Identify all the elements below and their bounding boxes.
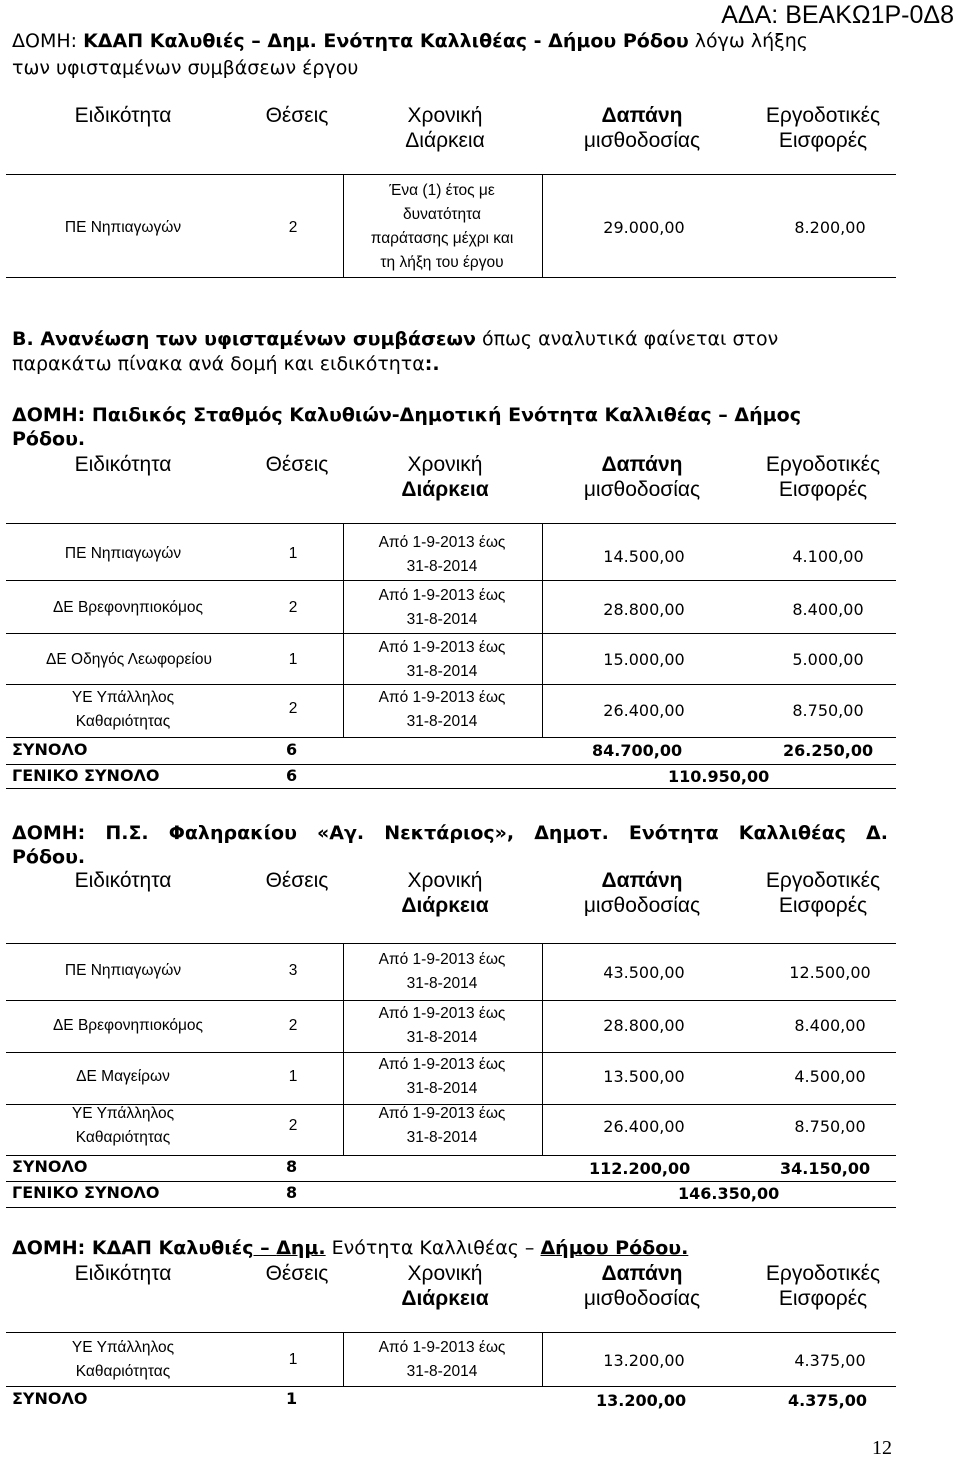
total-cost: 112.200,00	[589, 1159, 691, 1178]
cost-cell: 13.500,00	[603, 1067, 685, 1086]
table-line	[542, 1333, 543, 1386]
section-1-title: ΔΟΜΗ: Παιδικός Σταθμός Καλυθιών-Δημοτική Ενότητα Καλλιθέας – Δήμος	[12, 404, 801, 426]
specialty-cell: ΥΕ Υπάλληλος Καθαριότητας	[71, 1105, 175, 1146]
table-line	[6, 1332, 896, 1333]
specialty-cell: ΥΕ Υπάλληλος Καθαριότητας	[71, 1339, 175, 1380]
positions-cell: 1	[288, 1068, 298, 1085]
contrib-cell: 4.100,00	[792, 547, 864, 566]
total-cost: 84.700,00	[592, 741, 683, 760]
header-duration: Χρονική Διάρκεια	[401, 869, 489, 917]
duration-cell: Από 1-9-2013 έως 31-8-2014	[378, 1105, 506, 1146]
contrib-cell: 5.000,00	[792, 650, 864, 669]
header-positions: Θέσεις	[265, 104, 329, 127]
positions-cell: 3	[288, 962, 298, 979]
page-number: 12	[872, 1437, 892, 1459]
header-contrib: Εργοδοτικές Εισφορές	[765, 104, 881, 152]
header-duration: Χρονική Διάρκεια	[401, 453, 489, 501]
table-line	[542, 944, 543, 1155]
cost-cell: 43.500,00	[603, 963, 685, 982]
specialty-cell: ΠΕ Νηπιαγωγών	[64, 219, 182, 236]
header-cost: Δαπάνη μισθοδοσίας	[583, 1262, 701, 1310]
positions-cell: 1	[288, 651, 298, 668]
contrib-cell: 12.500,00	[789, 963, 871, 982]
total-cost: 13.200,00	[596, 1391, 687, 1410]
header-positions: Θέσεις	[265, 869, 329, 892]
header-specialty: Ειδικότητα	[74, 453, 172, 476]
positions-cell: 1	[288, 545, 298, 562]
specialty-cell: ΠΕ Νηπιαγωγών	[64, 545, 182, 562]
header-cost: Δαπάνη μισθοδοσίας	[583, 104, 701, 152]
total-positions: 1	[286, 1389, 298, 1408]
grand-total-amount: 110.950,00	[668, 767, 770, 786]
total-label: ΣΥΝΟΛΟ	[12, 1157, 88, 1176]
specialty-cell: ΔΕ Βρεφονηπιοκόμος	[52, 1017, 204, 1034]
duration-cell: Από 1-9-2013 έως 31-8-2014	[378, 1005, 506, 1046]
positions-cell: 2	[288, 700, 298, 717]
grand-total-positions: 8	[286, 1183, 298, 1202]
cost-cell: 28.800,00	[603, 600, 685, 619]
table-line	[6, 633, 896, 634]
cost-cell: 26.400,00	[603, 701, 685, 720]
contrib-cell: 8.750,00	[794, 1117, 866, 1136]
table-line	[6, 737, 896, 738]
grand-total-positions: 6	[286, 766, 298, 785]
ada-code: ΑΔΑ: ΒΕΑΚΩ1Ρ-0Δ8	[721, 1, 954, 29]
cost-cell: 26.400,00	[603, 1117, 685, 1136]
header-positions: Θέσεις	[265, 1262, 329, 1285]
table-line	[6, 943, 896, 944]
table-line	[542, 175, 543, 277]
section-b-intro: Β. Ανανέωση των υφισταμένων συμβάσεων όπως αναλυτικά φαίνεται στον	[12, 328, 779, 350]
header-cost: Δαπάνη μισθοδοσίας	[583, 869, 701, 917]
cost-cell: 13.200,00	[603, 1351, 685, 1370]
grand-total-label: ΓΕΝΙΚΟ ΣΥΝΟΛΟ	[12, 1183, 160, 1202]
total-label: ΣΥΝΟΛΟ	[12, 1389, 88, 1408]
table-line	[6, 788, 896, 789]
cost-cell: 28.800,00	[603, 1016, 685, 1035]
table-line	[6, 684, 896, 685]
header-specialty: Ειδικότητα	[74, 869, 172, 892]
table-line	[6, 580, 896, 581]
contrib-cell: 8.200,00	[794, 218, 866, 237]
cost-cell: 14.500,00	[603, 547, 685, 566]
duration-cell: Από 1-9-2013 έως 31-8-2014	[378, 689, 506, 730]
duration-cell: Από 1-9-2013 έως 31-8-2014	[378, 639, 506, 680]
specialty-cell: ΔΕ Μαγείρων	[76, 1068, 170, 1085]
header-cost: Δαπάνη μισθοδοσίας	[583, 453, 701, 501]
contrib-cell: 8.400,00	[794, 1016, 866, 1035]
header-duration: Χρονική Διάρκεια	[405, 104, 485, 152]
specialty-cell: ΔΕ Βρεφονηπιοκόμος	[52, 599, 204, 616]
positions-cell: 2	[288, 1017, 298, 1034]
section-b-intro-line2: παρακάτω πίνακα ανά δομή και ειδικότητα:.	[12, 353, 440, 375]
table-line	[542, 524, 543, 737]
total-positions: 6	[286, 740, 298, 759]
total-contrib: 26.250,00	[783, 741, 874, 760]
duration-cell: Από 1-9-2013 έως 31-8-2014	[378, 534, 506, 575]
duration-cell: Από 1-9-2013 έως 31-8-2014	[378, 587, 506, 628]
positions-cell: 1	[288, 1351, 298, 1368]
grand-total-label: ΓΕΝΙΚΟ ΣΥΝΟΛΟ	[12, 766, 160, 785]
total-contrib: 34.150,00	[780, 1159, 871, 1178]
duration-cell: Από 1-9-2013 έως 31-8-2014	[378, 951, 506, 992]
section-2-title-line2: Ρόδου.	[12, 846, 86, 868]
header-duration: Χρονική Διάρκεια	[401, 1262, 489, 1310]
table-line	[6, 1155, 896, 1156]
duration-cell: Από 1-9-2013 έως 31-8-2014	[378, 1056, 506, 1097]
total-contrib: 4.375,00	[788, 1391, 867, 1410]
header-contrib: Εργοδοτικές Εισφορές	[765, 1262, 881, 1310]
header-specialty: Ειδικότητα	[74, 1262, 172, 1285]
table-line	[6, 1207, 896, 1208]
positions-cell: 2	[288, 219, 298, 236]
header-specialty: Ειδικότητα	[74, 104, 172, 127]
positions-cell: 2	[288, 599, 298, 616]
table-line	[6, 1386, 896, 1387]
table-line	[6, 1000, 896, 1001]
cost-cell: 29.000,00	[603, 218, 685, 237]
specialty-cell: ΥΕ Υπάλληλος Καθαριότητας	[71, 689, 175, 730]
table-line	[6, 523, 896, 524]
specialty-cell: ΠΕ Νηπιαγωγών	[64, 962, 182, 979]
total-positions: 8	[286, 1157, 298, 1176]
section-3-title: ΔΟΜΗ: ΚΔΑΠ Καλυθιές – Δημ. Ενότητα Καλλιθέας – Δήμου Ρόδου.	[12, 1237, 689, 1259]
header-contrib: Εργοδοτικές Εισφορές	[765, 869, 881, 917]
header-contrib: Εργοδοτικές Εισφορές	[765, 453, 881, 501]
contrib-cell: 8.400,00	[792, 600, 864, 619]
contrib-cell: 4.375,00	[794, 1351, 866, 1370]
table-line	[6, 174, 896, 175]
grand-total-amount: 146.350,00	[678, 1184, 780, 1203]
section-2-title: ΔΟΜΗ: Π.Σ. Φαληρακίου «Αγ. Νεκτάριος», Δημοτ. Ενότητα Καλλιθέας Δ.	[12, 822, 888, 844]
contrib-cell: 4.500,00	[794, 1067, 866, 1086]
cost-cell: 15.000,00	[603, 650, 685, 669]
duration-cell: Ένα (1) έτος με δυνατότητα παράτασης μέχρι και τη λήξη του έργου	[370, 182, 514, 271]
header-positions: Θέσεις	[265, 453, 329, 476]
duration-cell: Από 1-9-2013 έως 31-8-2014	[378, 1339, 506, 1380]
contrib-cell: 8.750,00	[792, 701, 864, 720]
section-1-title-line2: Ρόδου.	[12, 428, 86, 450]
total-label: ΣΥΝΟΛΟ	[12, 740, 88, 759]
table-line	[6, 277, 896, 278]
specialty-cell: ΔΕ Οδηγός Λεωφορείου	[46, 651, 212, 668]
section-top-title: ΔΟΜΗ: ΚΔΑΠ Καλυθιές – Δημ. Ενότητα Καλλιθέας - Δήμου Ρόδου λόγω λήξης	[12, 30, 808, 52]
section-top-title-line2: των υφισταμένων συμβάσεων έργου	[12, 57, 359, 79]
positions-cell: 2	[288, 1117, 298, 1134]
